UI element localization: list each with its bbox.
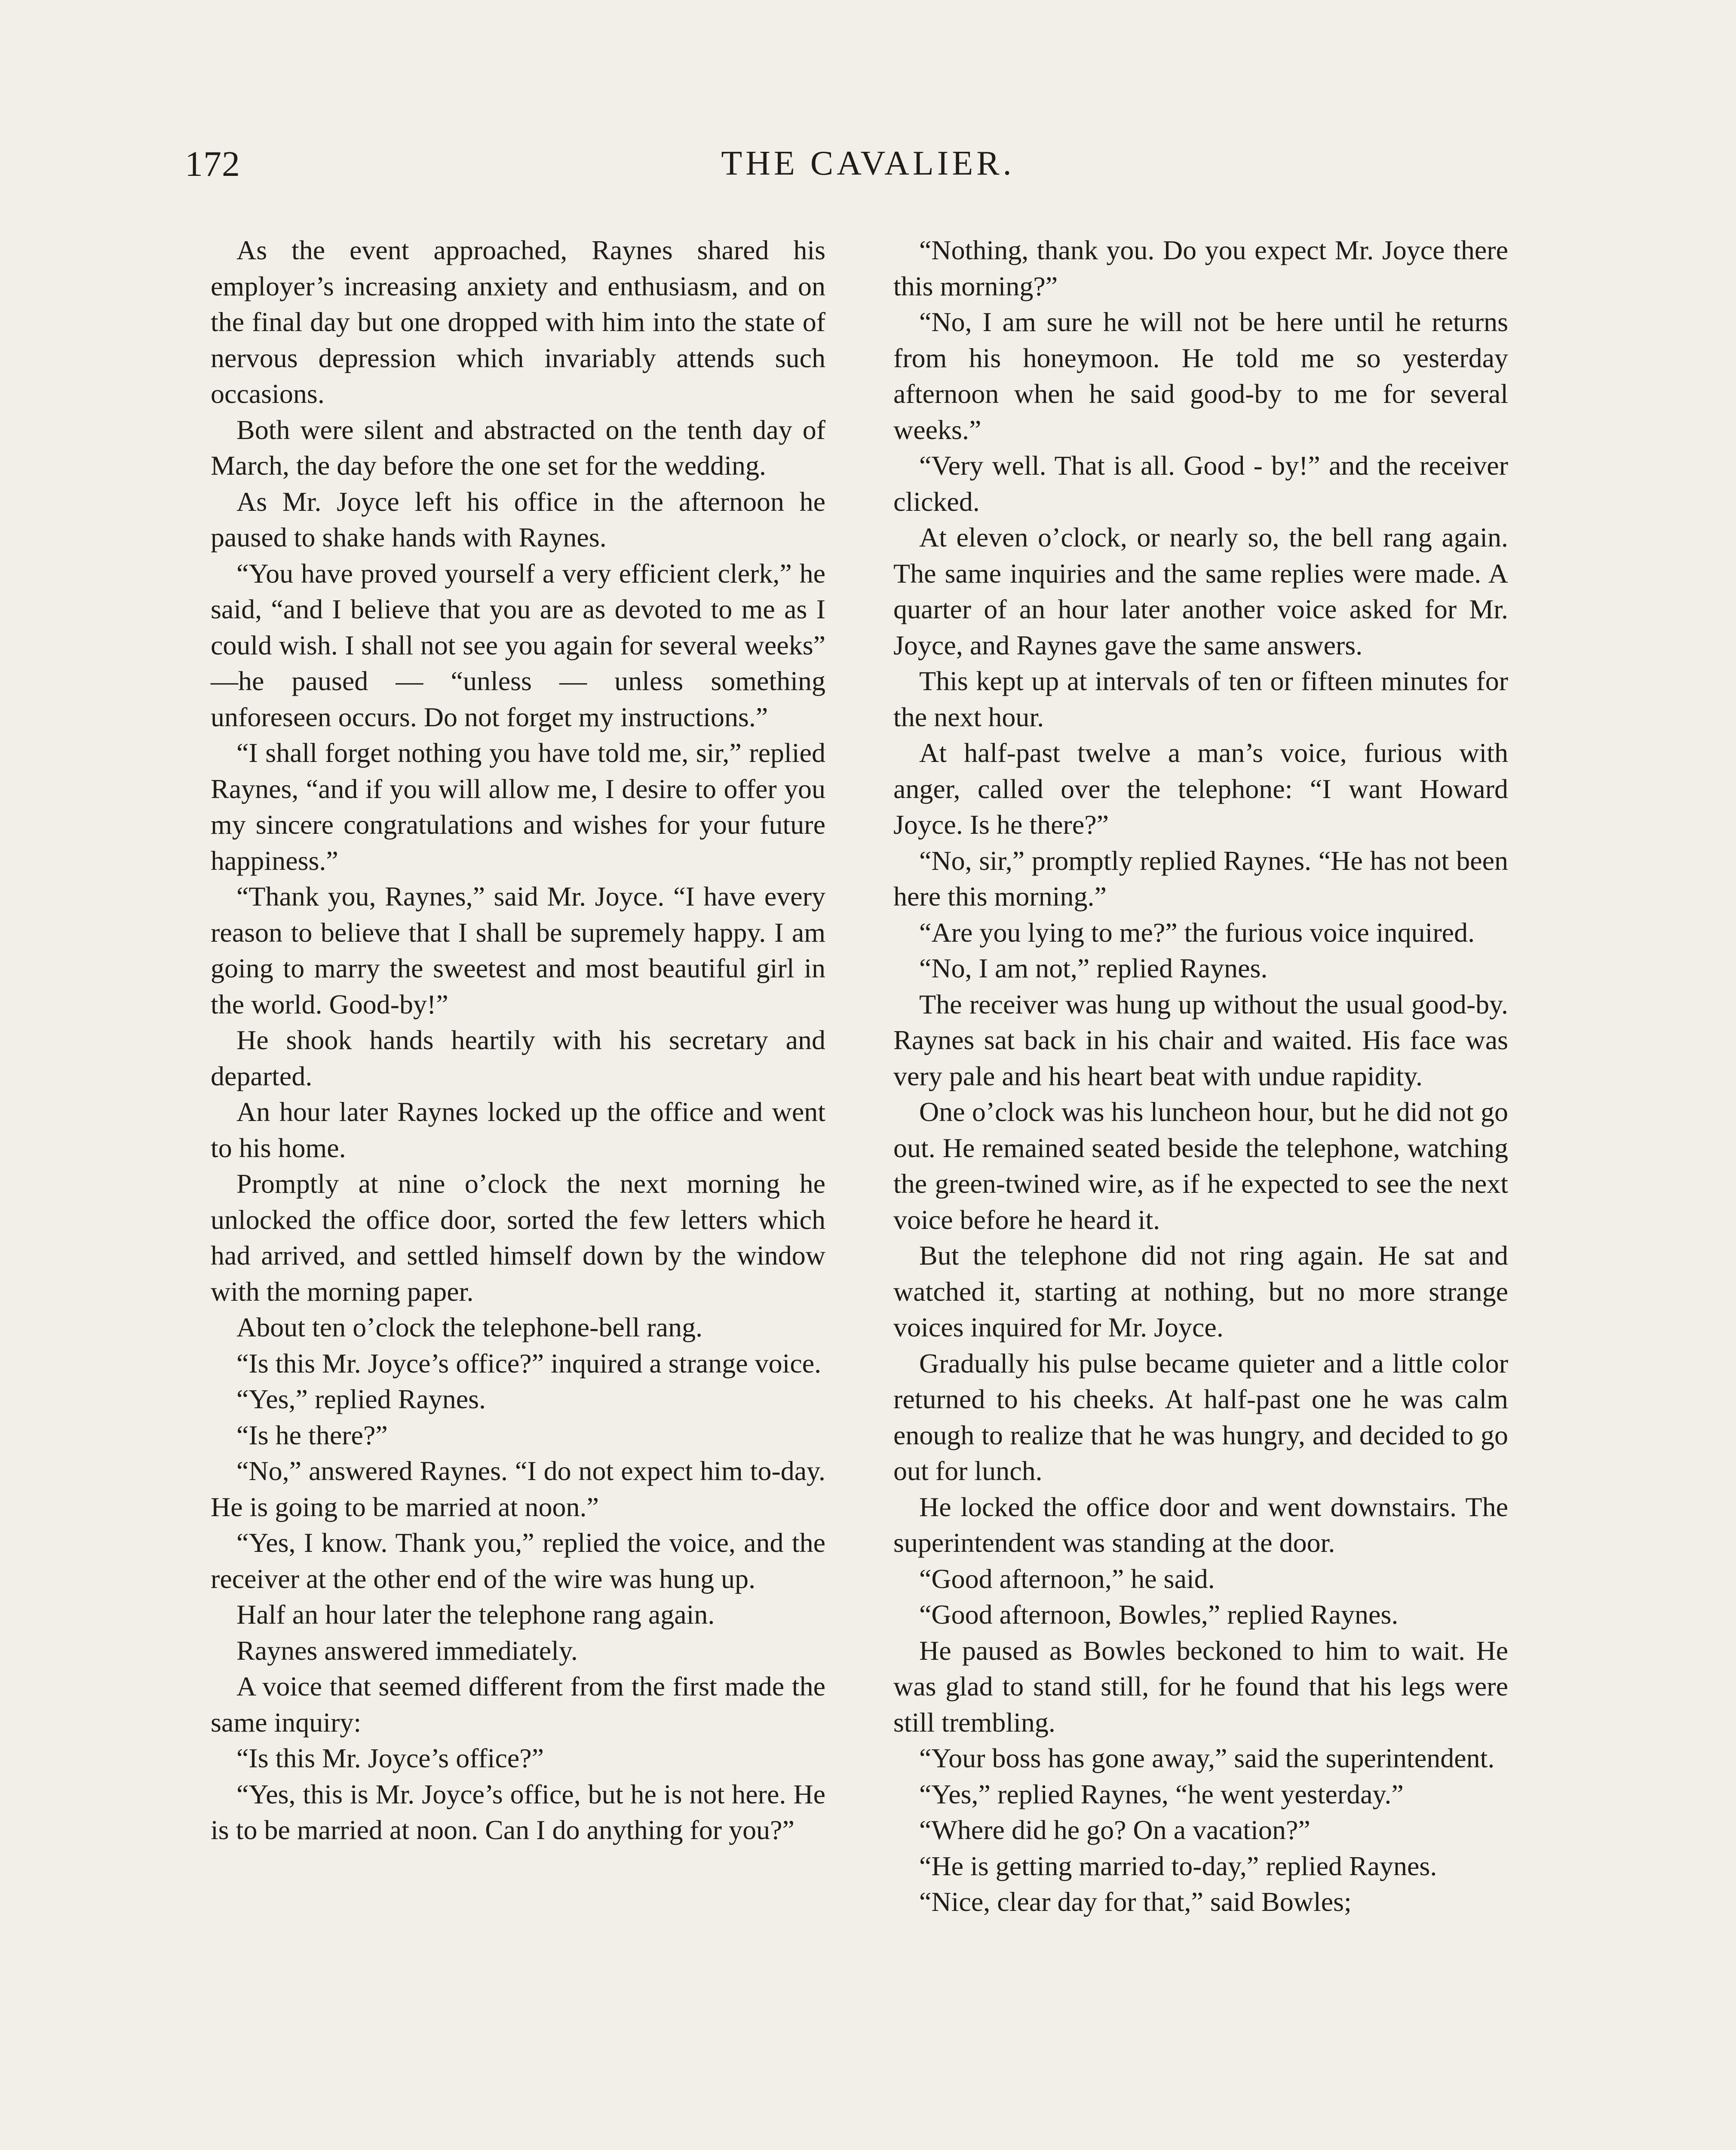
paragraph: “Yes,” replied Raynes, “he went yesterday.” xyxy=(919,1778,1404,1809)
paragraph: This kept up at intervals of ten or fifteen minutes for the next hour. xyxy=(893,666,1508,732)
paragraph: “You have proved yourself a very efficient clerk,” he said, “and I believe that you are as devoted to me as I could wish. I shall not see you again for several weeks” —he paused — “unless — unless something unforeseen occurs. Do not forget my instructions.” xyxy=(211,558,825,732)
paragraph: “Good afternoon, Bowles,” replied Raynes. xyxy=(919,1599,1399,1630)
paragraph: Promptly at nine o’clock the next morning he unlocked the office door, sorted the few letters which had arrived, and settled himself down by the window with the morning paper. xyxy=(211,1168,825,1307)
paragraph: A voice that seemed different from the first made the same inquiry: xyxy=(211,1671,825,1738)
paragraph: “No,” answered Raynes. “I do not expect him to-day. He is going to be married at noon.” xyxy=(211,1456,825,1522)
paragraph: But the telephone did not ring again. He sat and watched it, starting at nothing, but no more strange voices inquired for Mr. Joyce. xyxy=(893,1240,1508,1342)
paragraph: Gradually his pulse became quieter and a little color returned to his cheeks. At half-past one he was calm enough to realize that he was hungry, and decided to go out for lunch. xyxy=(893,1348,1508,1486)
paragraph: About ten o’clock the telephone-bell rang. xyxy=(236,1312,703,1342)
paragraph: “Nice, clear day for that,” said Bowles; xyxy=(919,1886,1352,1917)
paragraph: “Is he there?” xyxy=(236,1419,388,1450)
paragraph: “Yes, I know. Thank you,” replied the voice, and the receiver at the other end of the wire was hung up. xyxy=(211,1527,825,1594)
left-column xyxy=(211,232,825,1848)
paragraph: “Very well. That is all. Good - by!” and the receiver clicked. xyxy=(893,450,1508,517)
paragraph: “No, I am sure he will not be here until he returns from his honeymoon. He told me so yesterday afternoon when he said good-by to me for several weeks.” xyxy=(893,307,1508,445)
paragraph: “I shall forget nothing you have told me, sir,” replied Raynes, “and if you will allow me, I desire to offer you my sincere congratulations and wishes for your future happiness.” xyxy=(211,737,825,876)
paragraph: He paused as Bowles beckoned to him to wait. He was glad to stand still, for he found that his legs were still trembling. xyxy=(893,1635,1508,1738)
paragraph: At eleven o’clock, or nearly so, the bell rang again. The same inquiries and the same replies were made. A quarter of an hour later another voice asked for Mr. Joyce, and Raynes gave the same answers. xyxy=(893,522,1508,660)
paragraph: “Good afternoon,” he said. xyxy=(919,1563,1215,1594)
paragraph: “No, I am not,” replied Raynes. xyxy=(919,953,1268,983)
running-head: THE CAVALIER. xyxy=(721,144,1015,182)
page-number: 172 xyxy=(185,144,240,184)
paragraph: The receiver was hung up without the usual good-by. Raynes sat back in his chair and waited. His face was very pale and his heart beat with undue rapidity. xyxy=(893,989,1508,1091)
paragraph: “Thank you, Raynes,” said Mr. Joyce. “I have every reason to believe that I shall be supremely happy. I am going to marry the sweetest and most beautiful girl in the world. Good-by!” xyxy=(211,881,825,1020)
paragraph: “Yes, this is Mr. Joyce’s office, but he is not here. He is to be married at noon. Can I do anything for you?” xyxy=(211,1778,825,1845)
paragraph: “Is this Mr. Joyce’s office?” inquired a strange voice. xyxy=(236,1348,822,1379)
paragraph: At half-past twelve a man’s voice, furious with anger, called over the telephone: “I want Howard Joyce. Is he there?” xyxy=(893,737,1508,840)
paragraph: As Mr. Joyce left his office in the afternoon he paused to shake hands with Raynes. xyxy=(211,486,825,553)
paragraph: He shook hands heartily with his secretary and departed. xyxy=(211,1025,825,1091)
paragraph: He locked the office door and went downstairs. The superintendent was standing at the door. xyxy=(893,1491,1508,1558)
paragraph: “No, sir,” promptly replied Raynes. “He has not been here this morning.” xyxy=(893,845,1508,912)
paragraph: Half an hour later the telephone rang again. xyxy=(236,1599,715,1630)
right-column xyxy=(893,232,1508,1920)
paragraph: “Is this Mr. Joyce’s office?” xyxy=(236,1743,544,1773)
paragraph: As the event approached, Raynes shared his employer’s increasing anxiety and enthusiasm, and on the final day but one dropped with him into the state of nervous depression which invariably attends such occasions. xyxy=(211,235,825,409)
paragraph: “Your boss has gone away,” said the superintendent. xyxy=(919,1743,1495,1773)
paragraph: Raynes answered immediately. xyxy=(236,1635,578,1666)
paragraph: One o’clock was his luncheon hour, but he did not go out. He remained seated beside the telephone, watching the green-twined wire, as if he expected to see the next voice before he heard it. xyxy=(893,1096,1508,1235)
paragraph: “Where did he go? On a vacation?” xyxy=(919,1815,1310,1845)
paragraph: Both were silent and abstracted on the tenth day of March, the day before the one set for the wedding. xyxy=(211,414,825,481)
paragraph: An hour later Raynes locked up the office and went to his home. xyxy=(211,1096,825,1163)
paragraph: “Are you lying to me?” the furious voice inquired. xyxy=(919,917,1475,948)
paragraph: “Nothing, thank you. Do you expect Mr. Joyce there this morning?” xyxy=(893,235,1508,301)
paragraph: “He is getting married to-day,” replied Raynes. xyxy=(919,1850,1437,1881)
paragraph: “Yes,” replied Raynes. xyxy=(236,1384,486,1414)
